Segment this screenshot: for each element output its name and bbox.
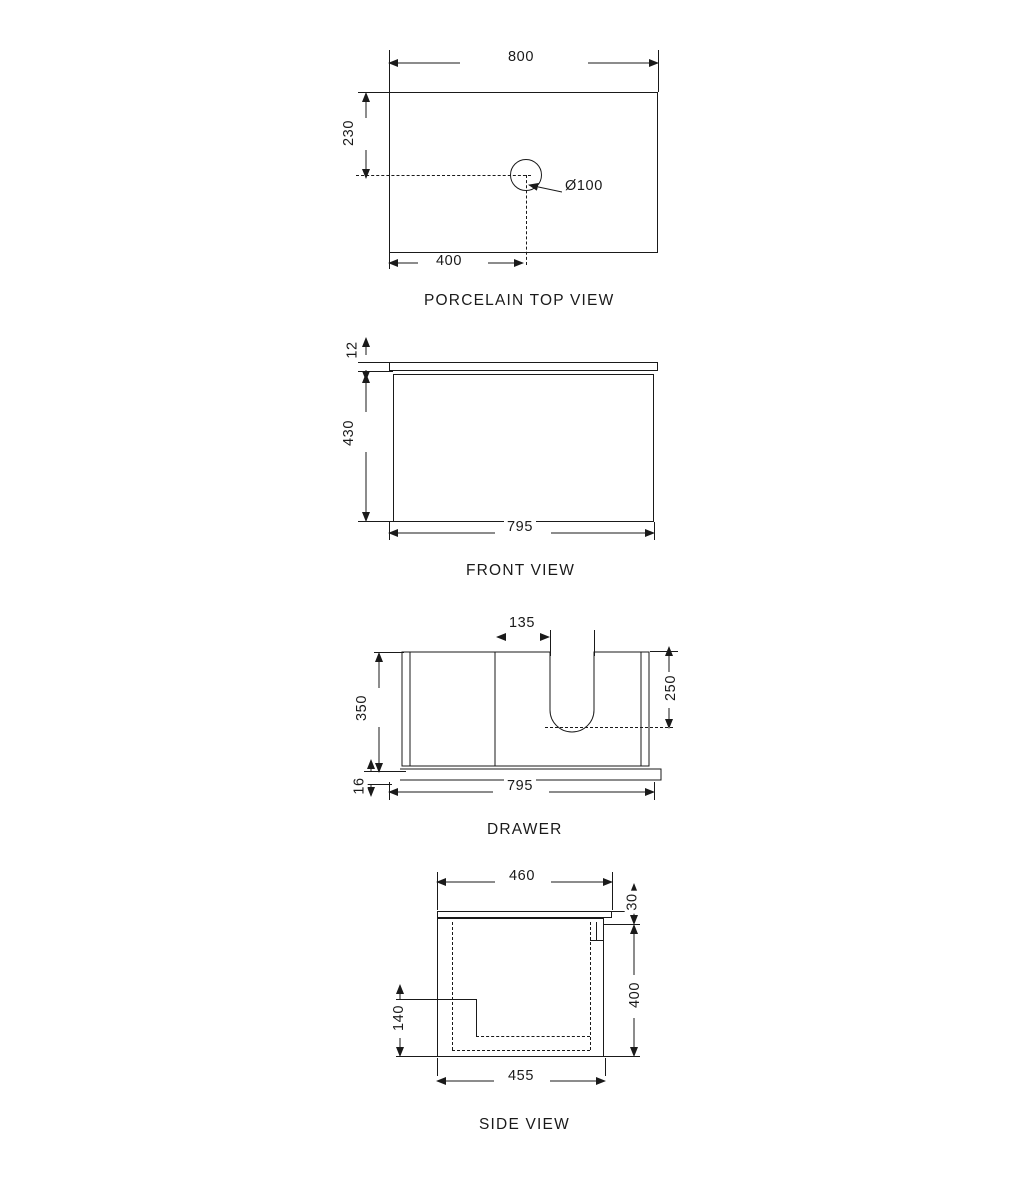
ext-line-350-top xyxy=(374,652,404,653)
dim-135: 135 xyxy=(506,615,538,631)
drawer-cutout-centerline xyxy=(545,727,673,728)
caption-porcelain-top-view: PORCELAIN TOP VIEW xyxy=(424,292,615,309)
ext-line-400-left xyxy=(389,253,390,269)
ext-line-drawer-795-left xyxy=(389,782,390,800)
dim-400: 400 xyxy=(433,253,465,269)
dim-795-drawer: 795 xyxy=(504,778,536,794)
side-view-drawer-bottom-dashed xyxy=(452,1050,590,1051)
dim-350: 350 xyxy=(354,692,370,724)
ext-line-135-left xyxy=(550,630,551,656)
front-view-cabinet xyxy=(393,374,654,522)
dim-250: 250 xyxy=(663,672,679,704)
hole-centerline-horizontal xyxy=(356,175,531,176)
ext-line-12-top xyxy=(358,362,393,363)
caption-drawer: DRAWER xyxy=(487,821,563,838)
dim-430: 430 xyxy=(341,417,357,449)
ext-line-400-bottom xyxy=(604,1056,640,1057)
ext-line-12-bottom xyxy=(358,371,393,372)
dim-hole-diameter: Ø100 xyxy=(562,178,606,194)
dim-30: 30 xyxy=(625,890,641,913)
dim-800: 800 xyxy=(505,49,537,65)
front-view-top-slab xyxy=(389,362,658,371)
side-view-shelf-riser xyxy=(476,999,477,1036)
drawer-panel-shape xyxy=(400,650,690,810)
ext-line-795-right xyxy=(654,522,655,540)
dim-795-front: 795 xyxy=(504,519,536,535)
ext-line-top-left xyxy=(389,50,390,92)
hole-centerline-vertical xyxy=(526,175,527,265)
side-view-drawer-back-dashed xyxy=(590,922,591,1050)
dim-12: 12 xyxy=(345,338,361,361)
dim-460: 460 xyxy=(506,868,538,884)
side-view-drawer-front-dashed xyxy=(452,922,453,1050)
ext-line-140-bottom xyxy=(396,1056,438,1057)
side-view-back-notch-bottom xyxy=(590,940,604,941)
caption-front-view: FRONT VIEW xyxy=(466,562,576,579)
side-view-shelf-line xyxy=(452,999,476,1000)
side-view-back-notch xyxy=(596,922,597,940)
caption-side-view: SIDE VIEW xyxy=(479,1116,570,1133)
ext-line-140-top xyxy=(396,999,453,1000)
side-view-top-slab xyxy=(437,911,612,918)
ext-line-455-left xyxy=(437,1058,438,1076)
side-view-shelf-dashed xyxy=(476,1036,590,1037)
dim-140: 140 xyxy=(391,1002,407,1034)
ext-line-350-bottom xyxy=(364,771,406,772)
ext-line-30-bottom xyxy=(604,924,640,925)
ext-line-top-right xyxy=(658,50,659,92)
ext-line-460-right xyxy=(612,872,613,910)
ext-line-drawer-795-right xyxy=(654,782,655,800)
ext-line-795-left xyxy=(389,522,390,540)
ext-line-250-top xyxy=(650,651,678,652)
ext-line-455-right xyxy=(605,1058,606,1076)
dim-455: 455 xyxy=(505,1068,537,1084)
dim-16: 16 xyxy=(352,774,368,797)
ext-line-230-top xyxy=(358,92,392,93)
dim-230: 230 xyxy=(341,117,357,149)
dim-400: 400 xyxy=(627,979,643,1011)
ext-line-135-right xyxy=(594,630,595,656)
ext-line-460-left xyxy=(437,872,438,910)
ext-line-16-bottom xyxy=(364,784,392,785)
